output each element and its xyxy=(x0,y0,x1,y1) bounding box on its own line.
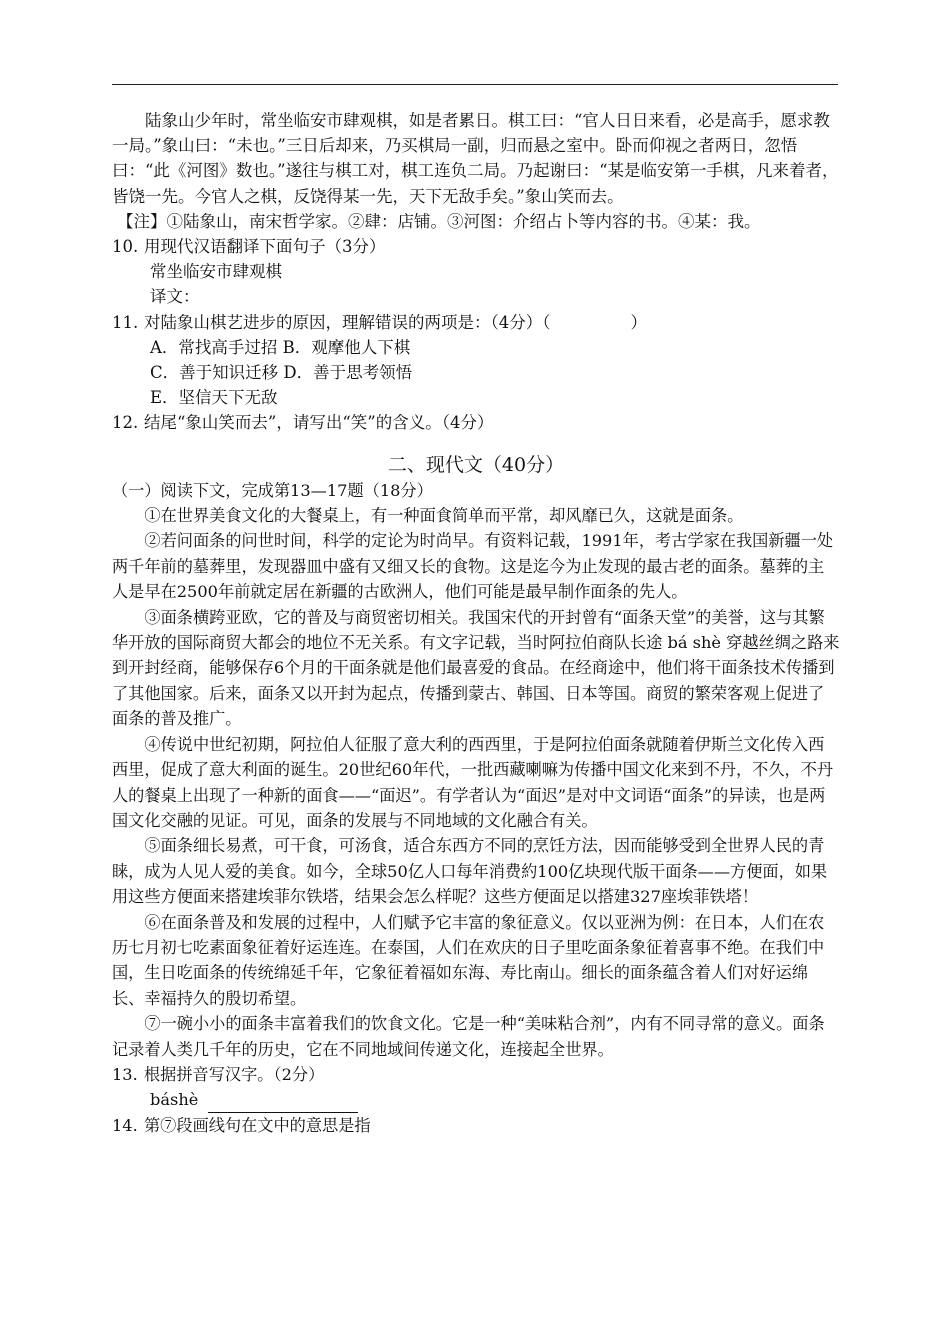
question-11-option-row: C．善于知识迁移 D．善于思考领悟 xyxy=(150,363,413,383)
section-title: 二、现代文（40分） xyxy=(387,453,565,476)
classical-passage: 陆象山少年时，常坐临安市肆观棋，如是者累日。棋工曰：“官人日日来看，必是高手，愿求教一局。”象山曰：“未也。”三日后却来，乃买棋局一副，归而悬之室中。卧而仰视之者两日，忽悟曰：“此《河图》数也。”遂往与棋工对，棋工连负二局。乃起谢曰：“某是临安第一手棋，凡来着者，皆饶一先。今官人之棋，反饶得某一先，天下无敌手矣。”象山笑而去。 xyxy=(112,111,839,206)
part-instructions: （一）阅读下文，完成第13—17题（18分） xyxy=(112,480,433,500)
modern-paragraph: ①在世界美食文化的大餐桌上，有一种面食简单而平常，却风靡已久，这就是面条。 xyxy=(144,506,744,526)
question-10-answer-label: 译文： xyxy=(150,287,200,307)
question-11: 11. 对陆象山棋艺进步的原因，理解错误的两项是：（4分）（ ） xyxy=(112,312,647,332)
question-14: 14. 第⑦段画线句在文中的意思是指 xyxy=(112,1115,371,1135)
question-10-sentence: 常坐临安市肆观棋 xyxy=(150,262,282,282)
exam-page xyxy=(112,108,840,1138)
pinyin-label: báshè xyxy=(150,1090,199,1110)
question-11-option-row: A．常找高手过招 B．观摩他人下棋 xyxy=(150,337,411,357)
modern-paragraph: ④传说中世纪初期，阿拉伯人征服了意大利的西西里，于是阿拉伯面条就随着伊斯兰文化传入西西里，促成了意大利面的诞生。20世纪60年代，一批西藏喇嘛为传播中国文化来到不丹，不久，不丹人的餐桌上出现了一种新的面食——“面迟”。有学者认为“面迟”是对中文词语“面条”的异读，也是两国文化交融的见证。可见，面条的发展与不同地域的文化融合有关。 xyxy=(112,734,834,830)
question-13: 13. 根据拼音写汉字。（2分） xyxy=(112,1064,325,1084)
modern-paragraph: ②若问面条的问世时间，科学的定论为时尚早。有资料记载，1991年，考古学家在我国新疆一处两千年前的墓葬里，发现器皿中盛有又细又长的食物。这是迄今为止发现的最古老的面条。墓葬的主人是早在2500年前就定居在新疆的古欧洲人，他们可能是最早制作面条的先人。 xyxy=(112,531,834,602)
modern-paragraph: ⑤面条细长易煮，可干食，可汤食，适合东西方不同的烹饪方法，因而能够受到全世界人民的青睐，成为人见人爱的美食。如今，全球50亿人口每年消费約100亿块现代版干面条——方便面，如果用这些方便面来搭建埃菲尔铁塔，结果会怎么样呢？这些方便面足以搭建327座埃菲铁塔！ xyxy=(112,836,828,907)
question-12: 12. 结尾“象山笑而去”，请写出“笑”的含义。（4分） xyxy=(112,413,494,433)
modern-paragraph: ③面条横跨亚欧，它的普及与商贸密切相关。我国宋代的开封曾有“面条天堂”的美誉，这与其繁华开放的国际商贸大都会的地位不无关系。有文字记载，当时阿拉伯商队长途 bá shè 穿越丝绸之路来到开封经商，能够保存6个月的干面条就是他们最喜爱的食品。在经商途中，他们将干面条技术传播到了其他国家。后来，面条又以开封为起点，传播到蒙古、韩国、日本等国。商贸的繁荣客观上促进了面条的普及推广。 xyxy=(112,607,840,729)
question-10: 10. 用现代汉语翻译下面句子（3分） xyxy=(112,237,386,257)
modern-text xyxy=(112,478,840,1139)
classical-notes: 【注】①陆象山，南宋哲学家。②肆：店铺。③河图：介绍占卜等内容的书。④某：我。 xyxy=(116,211,761,231)
question-13-answer xyxy=(112,1087,840,1112)
question-11-option-row: E．坚信天下无敌 xyxy=(150,388,278,408)
modern-paragraph: ⑦一碗小小的面条丰富着我们的饮食文化。它是一种“美味粘合剂”，内有不同寻常的意义。面条记录着人类几千年的历史，它在不同地域间传递文化，连接起全世界。 xyxy=(112,1014,825,1059)
header-rule xyxy=(112,84,838,85)
answer-blank[interactable] xyxy=(208,1095,358,1113)
modern-paragraph: ⑥在面条普及和发展的过程中，人们赋予它丰富的象征意义。仅以亚洲为例：在日本，人们在农历七月初七吃素面象征着好运连连。在泰国，人们在欢庆的日子里吃面条象征着喜事不绝。在我们中国，生日吃面条的传统绵延千年，它象征着福如东海、寿比南山。细长的面条蕴含着人们对好运绵长、幸福持久的殷切希望。 xyxy=(112,912,825,1008)
